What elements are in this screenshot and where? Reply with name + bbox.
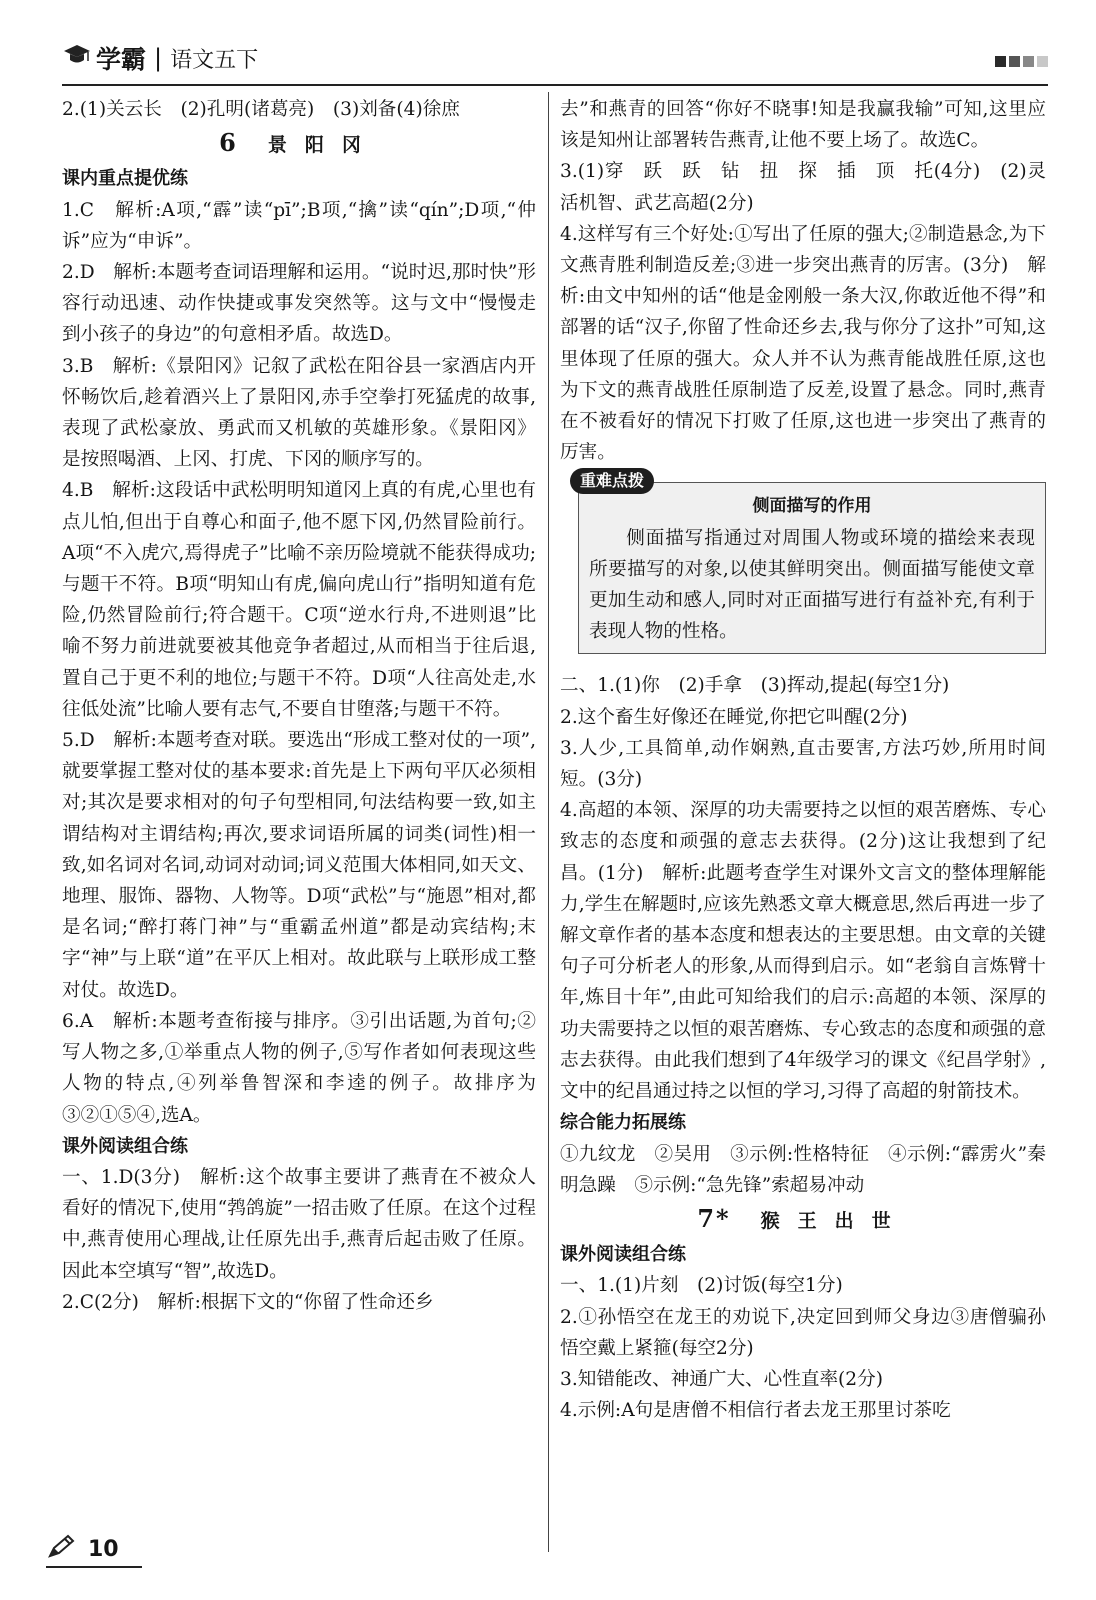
page-header — [62, 34, 1048, 86]
header-separator: | — [154, 44, 163, 72]
section-heading: 课外阅读组合练 — [560, 1244, 686, 1266]
tip-text: 侧面描写指通过对周围人物或环境的描绘来表现所要描写的对象,以使其鲜明突出。侧面描写能使文章更加生动和感人,同时对正面描写进行有益补充,有利于表现人物的性格。 — [589, 527, 1035, 643]
section-heading: 课外阅读组合练 — [62, 1135, 188, 1157]
footer-line — [46, 1566, 142, 1568]
brand-name: 学霸 — [96, 45, 147, 74]
lesson-title — [560, 1203, 1046, 1237]
section-heading: 课内重点提优练 — [62, 168, 188, 190]
page-footer — [46, 1534, 119, 1564]
lesson-number: 6 — [219, 128, 238, 158]
answer-paragraph: 2.(1)关云长 (2)孔明(诸葛亮) (3)刘备(4)徐庶 — [62, 99, 460, 120]
pencil-icon — [46, 1534, 76, 1564]
tip-box — [560, 471, 1046, 654]
lesson-name: 猴王出世 — [760, 1209, 909, 1232]
graduation-cap-icon — [62, 41, 92, 75]
left-column — [62, 94, 536, 1318]
column-divider — [548, 92, 549, 1552]
answer-paragraph: 2.C(2分) 解析:根据下文的“你留了性命还乡 — [62, 1291, 434, 1313]
answer-paragraph: 4.B 解析:这段话中武松明明知道冈上真的有虎,心里也有点儿怕,但出于自尊心和面子,他不愿下冈,仍然冒险前行。A项“不入虎穴,焉得虎子”比喻不亲历险境就不能获得成功;与题干不符。B项“明知山有虎,偏向虎山行”指明知道有危险,仍然冒险前行;符合题干。C项“逆水行舟,不进则退”比喻不努力前进就要被其他竞争者超过,从而相当于往后退,置自己于更不利的地位;与题干不符。D项“人往高处走,水往低处流”比喻人要有志气,不要自甘堕落;与题干不符。 — [62, 480, 536, 720]
answer-paragraph: 去”和燕青的回答“你好不晓事!知是我赢我输”可知,这里应该是知州让部署转告燕青,让他不要上场了。故选C。 — [560, 99, 1046, 152]
header-decor-squares — [995, 56, 1048, 67]
decor-square — [1023, 56, 1034, 67]
page-number: 10 — [88, 1536, 119, 1562]
logo — [62, 40, 258, 76]
answer-paragraph: 2.①孙悟空在龙王的劝说下,决定回到师父身边③唐僧骗孙悟空戴上紧箍(每空2分) — [560, 1306, 1046, 1359]
decor-square — [1037, 56, 1048, 67]
answer-paragraph: 3.B 解析:《景阳冈》记叙了武松在阳谷县一家酒店内开怀畅饮后,趁着酒兴上了景阳冈,赤手空拳打死猛虎的故事,表现了武松豪放、勇武而又机敏的英雄形象。《景阳冈》是按照喝酒、上冈、打虎、下冈的顺序写的。 — [62, 355, 536, 471]
lesson-number: 7* — [697, 1203, 731, 1233]
answer-paragraph: 4.示例:A句是唐僧不相信行者去龙王那里讨茶吃 — [560, 1400, 951, 1422]
answer-paragraph: 4.高超的本领、深厚的功夫需要持之以恒的艰苦磨炼、专心致志的态度和顽强的意志去获得。(2分)这让我想到了纪昌。(1分) 解析:此题考查学生对课外文言文的整体理解能力,学生在解题时,应该先熟悉文章大概意思,然后再进一步了解文章作者的基本态度和想表达的主要思想。由文章的关键句子可分析老人的形象,从而得到启示。如“老翁自言炼臂十年,炼目十年”,由此可知给我们的启示:高超的本领、深厚的功夫需要持之以恒的艰苦磨炼、专心致志的态度和顽强的意志去获得。由此我们想到了4年级学习的课文《纪昌学射》,文中的纪昌通过持之以恒的学习,习得了高超的射箭技术。 — [560, 800, 1046, 1103]
tip-title: 侧面描写的作用 — [752, 496, 872, 517]
lesson-name: 景阳冈 — [267, 134, 379, 157]
lesson-title — [62, 127, 536, 161]
answer-paragraph: 2.这个畜生好像还在睡觉,你把它叫醒(2分) — [560, 706, 908, 728]
answer-paragraph: 5.D 解析:本题考查对联。要选出“形成工整对仗的一项”,就要掌握工整对仗的基本要求:首先是上下两句平仄必须相对;其次是要求相对的句子句型相同,句法结构要一致,如主谓结构对主谓结构;再次,要求词语所属的词类(词性)相一致,如名词对名词,动词对动词;词义范围大体相同,如天文、地理、服饰、器物、人物等。D项“武松”与“施恩”相对,都是名词;“醉打蒋门神”与“重霸孟州道”都是动宾结构;末字“神”与上联“道”在平仄上相对。故此联与上联形成工整对仗。故选D。 — [62, 730, 536, 1001]
answer-paragraph: 3.知错能改、神通广大、心性直率(2分) — [560, 1368, 883, 1390]
answer-paragraph: 一、1.D(3分) 解析:这个故事主要讲了燕青在不被众人看好的情况下,使用“鹁鸽旋”一招击败了任原。在这个过程中,燕青使用心理战,让任原先出手,燕青后起击败了任原。因此本空填写“智”,故选D。 — [62, 1166, 536, 1282]
section-heading: 综合能力拓展练 — [560, 1112, 686, 1134]
right-column — [560, 94, 1046, 1426]
answer-paragraph: 一、1.(1)片刻 (2)讨饭(每空1分) — [560, 1275, 843, 1297]
answer-paragraph: 1.C 解析:A项,“霹”读“pī”;B项,“擒”读“qín”;D项,“仲诉”应为“申诉”。 — [62, 199, 536, 252]
book-title: 语文五下 — [170, 47, 259, 73]
answer-paragraph: ①九纹龙 ②吴用 ③示例:性格特征 ④示例:“霹雳火”秦明急躁 ⑤示例:“急先锋”索超易冲动 — [560, 1143, 1046, 1196]
answer-paragraph: 3.(1)穿 跃 跃 钻 扭 探 插 顶 托(4分) (2)灵活机智、武艺高超(2分) — [560, 161, 1046, 214]
answer-paragraph: 4.这样写有三个好处:①写出了任原的强大;②制造悬念,为下文燕青胜利制造反差;③进一步突出燕青的厉害。(3分) 解析:由文中知州的话“他是金刚般一条大汉,你敢近他不得”和部署的话“汉子,你留了性命还乡去,我与你分了这扑”可知,这里体现了任原的强大。众人并不认为燕青能战胜任原,这也为下文的燕青战胜任原制造了反差,设置了悬念。同时,燕青在不被看好的情况下打败了任原,这也进一步突出了燕青的厉害。 — [560, 223, 1046, 464]
decor-square — [995, 56, 1006, 67]
answer-paragraph: 二、1.(1)你 (2)手拿 (3)挥动,提起(每空1分) — [560, 675, 950, 697]
answer-paragraph: 6.A 解析:本题考查衔接与排序。③引出话题,为首句;②写人物之多,①举重点人物的例子,⑤写作者如何表现这些人物的特点,④列举鲁智深和李逵的例子。故排序为③②①⑤④,选A。 — [62, 1010, 536, 1126]
tip-badge: 重难点拨 — [570, 468, 654, 494]
answer-paragraph: 3.人少,工具简单,动作娴熟,直击要害,方法巧妙,所用时间短。(3分) — [560, 737, 1046, 791]
decor-square — [1009, 56, 1020, 67]
answer-paragraph: 2.D 解析:本题考查词语理解和运用。“说时迟,那时快”形容行动迅速、动作快捷或事发突然等。这与文中“慢慢走到小孩子的身边”的句意相矛盾。故选D。 — [62, 262, 536, 346]
